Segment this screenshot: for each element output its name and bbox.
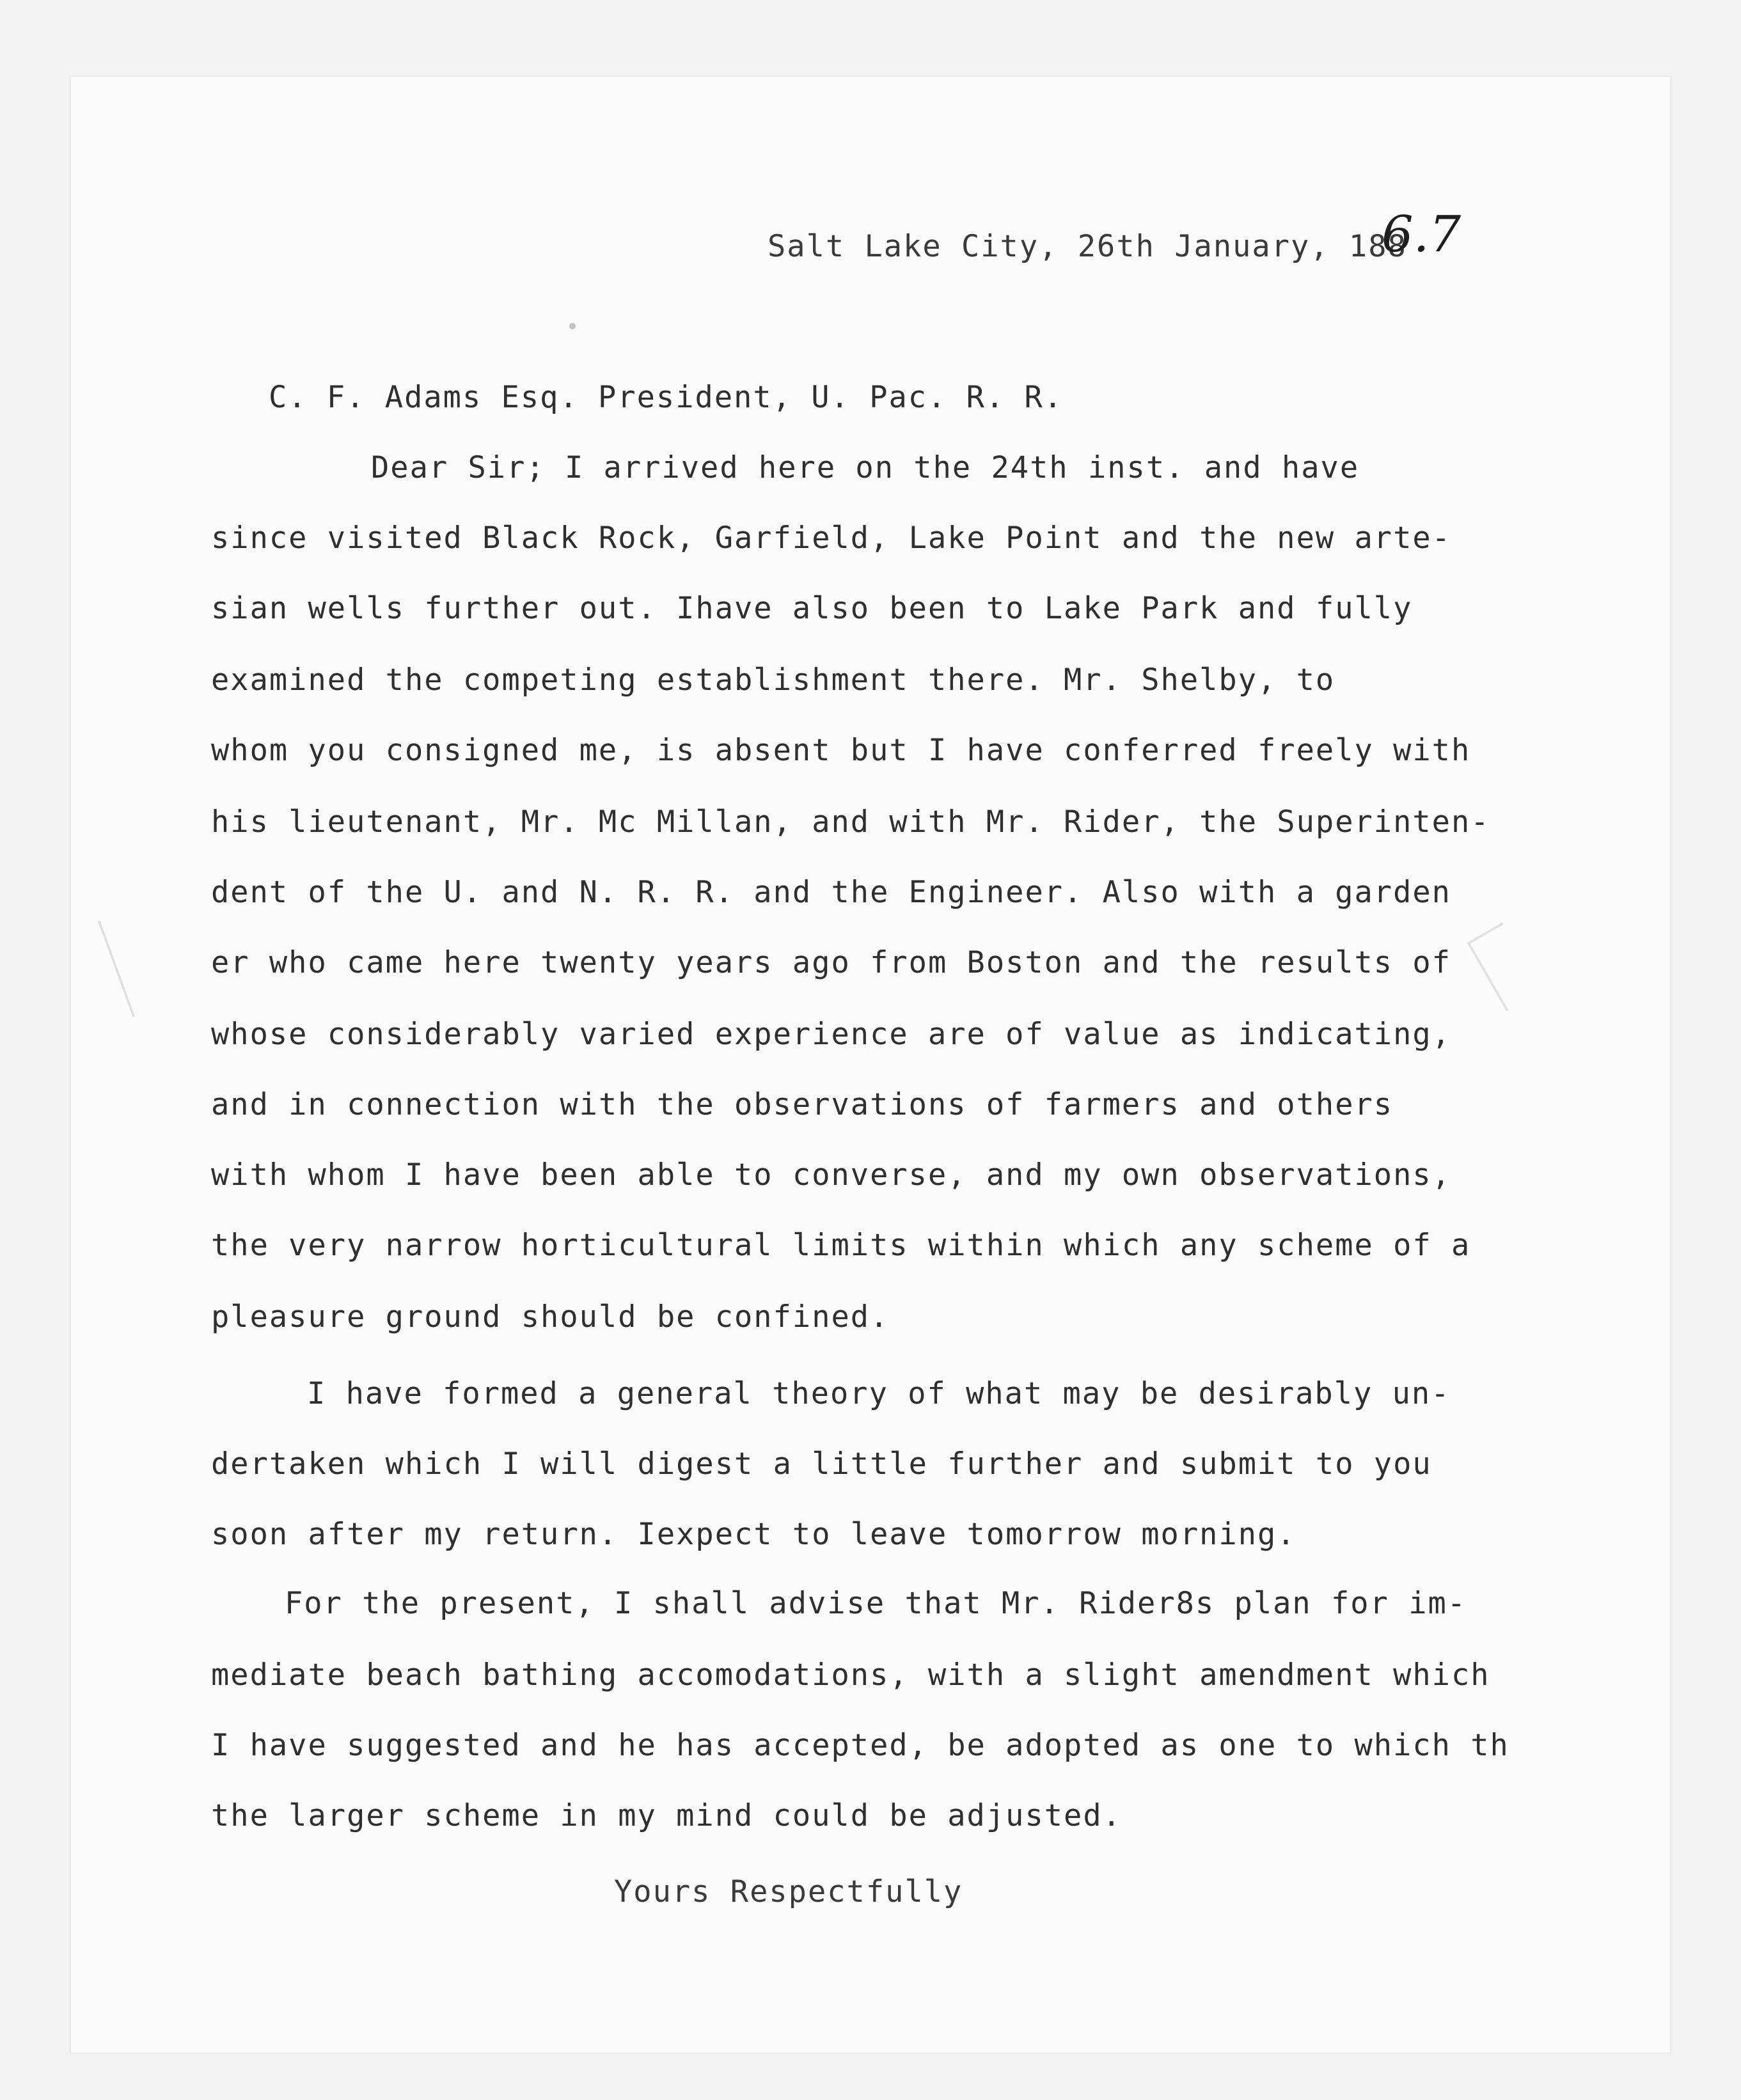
body-line: and in connection with the observations of farmers and others — [211, 1087, 1394, 1122]
body-line: whose considerably varied experience are of value as indicating, — [211, 1017, 1451, 1052]
closing: Yours Respectfully — [614, 1874, 963, 1909]
body-line: with whom I have been able to converse, and my own observations, — [211, 1157, 1451, 1193]
body-line: since visited Black Rock, Garfield, Lake Point and the new arte- — [211, 521, 1451, 556]
body-line: Dear Sir; I arrived here on the 24th inst. and have — [371, 450, 1360, 485]
handwritten-year-correction: 6.7 — [1382, 206, 1461, 263]
body-line: whom you consigned me, is absent but I have conferred freely with — [211, 733, 1471, 768]
body-line: I have suggested and he has accepted, be adopted as one to which th — [211, 1728, 1509, 1763]
body-line: dertaken which I will digest a little further and submit to you — [211, 1446, 1432, 1482]
body-line: I have formed a general theory of what may be desirably un- — [307, 1376, 1451, 1411]
body-line: pleasure ground should be confined. — [211, 1299, 890, 1335]
body-line: dent of the U. and N. R. R. and the Engineer. Also with a garden — [211, 875, 1451, 910]
ink-speck — [569, 323, 576, 329]
body-line: the very narrow horticultural limits within which any scheme of a — [211, 1228, 1471, 1263]
addressee: C. F. Adams Esq. President, U. Pac. R. R. — [269, 380, 1064, 415]
body-line: mediate beach bathing accomodations, with a slight amendment which — [211, 1657, 1490, 1693]
body-line: the larger scheme in my mind could be adjusted. — [211, 1798, 1122, 1833]
body-line: soon after my return. Iexpect to leave tomorrow morning. — [211, 1517, 1296, 1552]
body-line: For the present, I shall advise that Mr. Rider8s plan for im- — [285, 1586, 1467, 1621]
body-line: examined the competing establishment there. Mr. Shelby, to — [211, 662, 1335, 698]
dateline: Salt Lake City, 26th January, 188 — [768, 229, 1407, 264]
body-line: his lieutenant, Mr. Mc Millan, and with Mr. Rider, the Superinten- — [211, 804, 1490, 840]
body-line: er who came here twenty years ago from Boston and the results of — [211, 945, 1451, 980]
body-line: sian wells further out. Ihave also been to Lake Park and fully — [211, 591, 1413, 626]
